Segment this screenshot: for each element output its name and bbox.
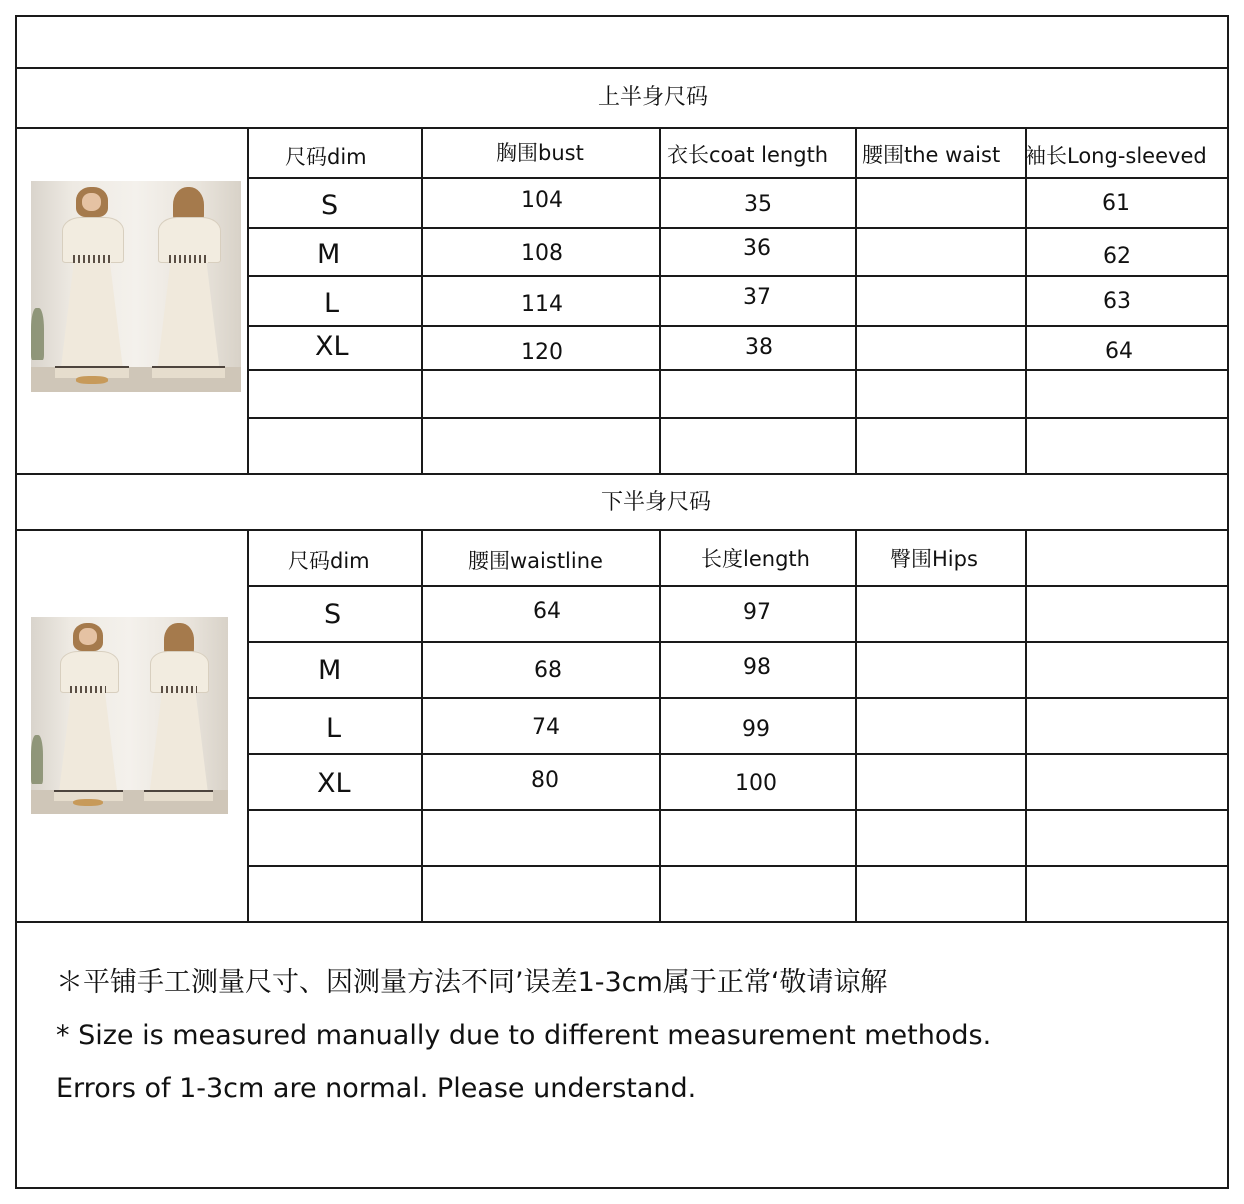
top-size-s: S (321, 190, 339, 221)
column-divider (247, 529, 249, 922)
border-bottom (15, 1187, 1229, 1189)
divider (247, 585, 1229, 587)
bottom-waist-l: 74 (532, 715, 560, 740)
column-divider (421, 127, 423, 474)
note-english-line2: Errors of 1-3cm are normal. Please understand. (56, 1073, 697, 1104)
bottom-size-m: M (318, 655, 342, 686)
top-header-length: 衣长coat length (667, 143, 829, 167)
top-bust-m: 108 (521, 241, 563, 266)
divider (247, 641, 1229, 643)
divider (247, 325, 1229, 327)
column-divider (855, 529, 857, 922)
bottom-header-waistline: 腰围waistline (468, 549, 603, 573)
column-divider (659, 529, 661, 922)
divider (247, 177, 1229, 179)
bottom-length-l: 99 (742, 717, 770, 742)
column-divider (659, 127, 661, 474)
top-sleeve-s: 61 (1102, 191, 1130, 216)
top-bust-xl: 120 (521, 340, 563, 365)
bottom-length-xl: 100 (735, 771, 777, 796)
bottom-waist-xl: 80 (531, 768, 559, 793)
product-photo-top (31, 181, 241, 392)
top-section-title: 上半身尺码 (598, 85, 709, 110)
column-divider (1025, 529, 1027, 922)
column-divider (855, 127, 857, 474)
column-divider (247, 127, 249, 474)
note-chinese: ＊平铺手工测量尺寸、因测量方法不同’误差1-3cm属于正常‘敬请谅解 (56, 967, 888, 998)
bottom-length-m: 98 (743, 655, 771, 680)
bottom-header-size: 尺码dim (288, 549, 370, 573)
divider (15, 127, 1229, 129)
top-bust-s: 104 (521, 188, 563, 213)
model-front (51, 623, 126, 808)
model-back (149, 187, 229, 385)
top-header-size: 尺码dim (285, 145, 367, 169)
divider (247, 369, 1229, 371)
top-length-m: 36 (743, 236, 771, 261)
top-length-l: 37 (743, 285, 771, 310)
top-bust-l: 114 (521, 292, 563, 317)
divider (247, 417, 1229, 419)
product-photo-bottom (31, 617, 228, 814)
top-length-s: 35 (744, 192, 772, 217)
divider (247, 697, 1229, 699)
bottom-header-length: 长度length (701, 547, 810, 571)
top-size-l: L (324, 288, 340, 319)
top-sleeve-m: 62 (1103, 244, 1131, 269)
plant-decoration (31, 735, 43, 784)
bottom-waist-m: 68 (534, 658, 562, 683)
top-sleeve-xl: 64 (1105, 339, 1133, 364)
top-sleeve-l: 63 (1103, 289, 1131, 314)
bottom-waist-s: 64 (533, 599, 561, 624)
bottom-size-s: S (324, 599, 342, 630)
border-left (15, 15, 17, 1189)
divider (247, 753, 1229, 755)
top-header-waist: 腰围the waist (862, 143, 1001, 167)
column-divider (421, 529, 423, 922)
top-header-sleeve: 袖长Long-sleeved (1025, 144, 1207, 168)
divider (15, 67, 1229, 69)
border-top (15, 15, 1229, 17)
divider (15, 529, 1229, 531)
top-length-xl: 38 (745, 335, 773, 360)
divider (247, 809, 1229, 811)
divider (15, 921, 1229, 923)
plant-decoration (31, 308, 44, 361)
divider (247, 227, 1229, 229)
note-english-line1: * Size is measured manually due to different measurement methods. (56, 1020, 992, 1051)
model-back (141, 623, 216, 808)
top-size-xl: XL (315, 331, 349, 362)
divider (15, 473, 1229, 475)
model-front (52, 187, 132, 385)
divider (247, 275, 1229, 277)
top-size-m: M (317, 239, 341, 270)
bottom-header-hips: 臀围Hips (890, 547, 978, 571)
bottom-size-xl: XL (317, 768, 351, 799)
divider (247, 865, 1229, 867)
bottom-length-s: 97 (743, 600, 771, 625)
column-divider (1025, 127, 1027, 474)
border-right (1227, 15, 1229, 1189)
bottom-section-title: 下半身尺码 (601, 490, 712, 515)
bottom-size-l: L (326, 713, 342, 744)
top-header-bust: 胸围bust (496, 141, 584, 165)
